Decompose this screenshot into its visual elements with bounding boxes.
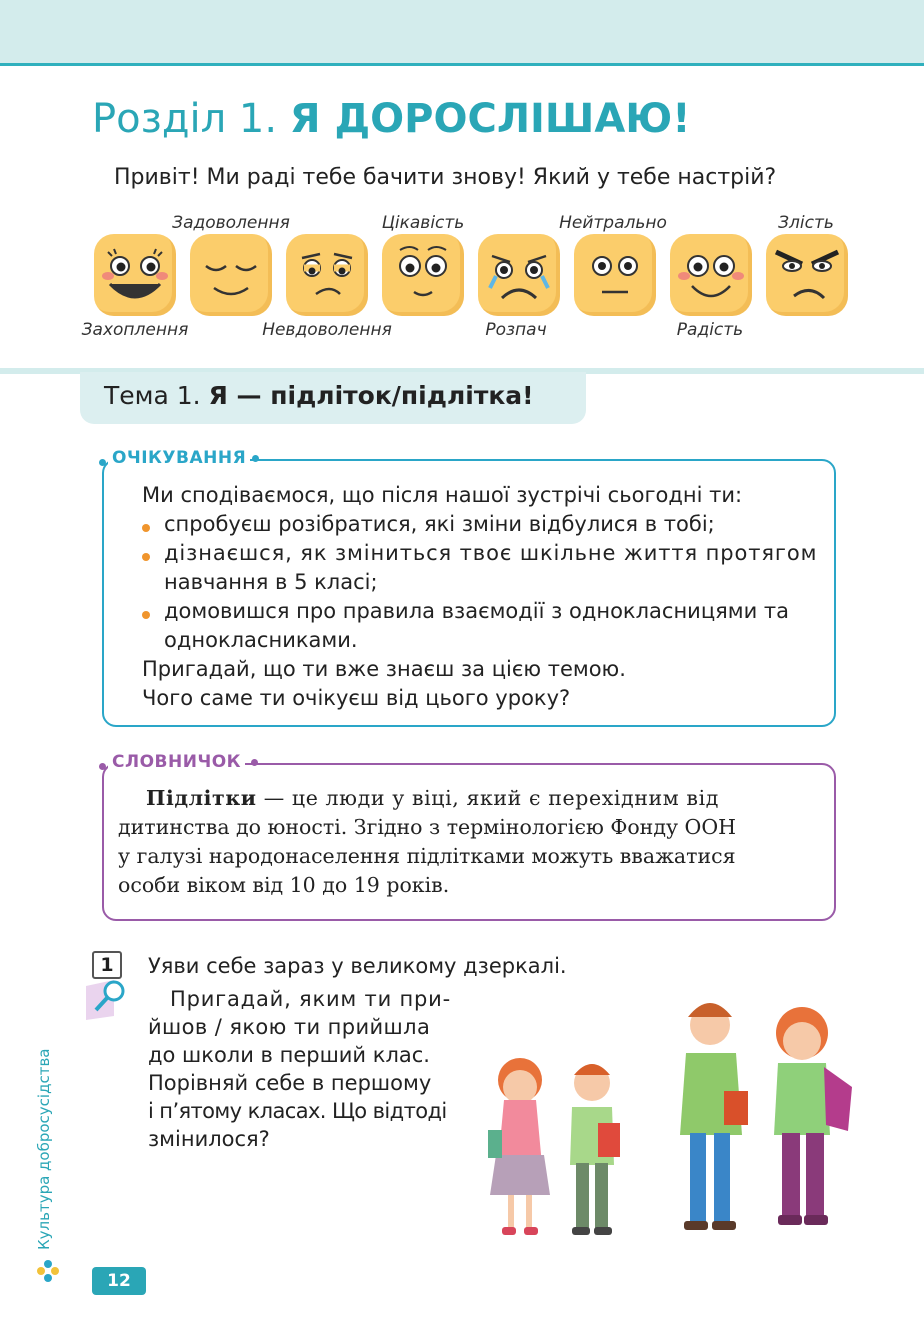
glossary-line-2: дитинства до юності. Згідно з термінологією Фонду ООН [118,815,737,839]
expectations-dot-left [99,459,106,466]
page-number: 12 [92,1267,146,1295]
curiosity-face-icon [382,234,464,316]
magnifier-icon [84,978,130,1022]
glossary-term: Підлітки [146,786,257,810]
glossary-line-3: у галузі народонаселення підлітками можуть вважатися [118,844,736,868]
expectations-bullet-3-line-2: однокласниками. [164,628,358,652]
joy-face-icon [670,234,752,316]
task-line-2: йшов / якою ти прийшла [148,1015,431,1039]
expectations-outro-2: Чого саме ти очікуєш від цього уроку? [142,686,571,710]
task-line-4: Порівняй себе в першому [148,1071,432,1095]
flower-logo-icon [36,1259,60,1283]
expectations-bullet-1: спробуєш розібратися, які зміни відбулися в тобі; [164,512,715,536]
emotion-label-displeasure: Невдоволення [262,320,392,340]
glossary-dot-right [251,759,258,766]
emotion-label-joy: Радість [676,320,744,340]
expectations-outro-1: Пригадай, що ти вже знаєш за цією темою. [142,657,626,681]
task-line-6: змінилося? [148,1127,270,1151]
expectations-bullet-3-line-1: домовишся про правила взаємодії з однокласницями та [164,599,790,623]
despair-face-icon [478,234,560,316]
task-number-badge: 1 [92,951,122,979]
glossary-line-4: особи віком від 10 до 19 років. [118,873,450,897]
expectations-dot-right [252,455,259,462]
bullet-icon [142,611,150,619]
anger-face-icon [766,234,848,316]
task-line-5: і п’ятому класах. Що відтоді [148,1099,447,1123]
emotion-label-anger: Злість [778,213,834,233]
displeasure-face-icon [286,234,368,316]
expectations-bullet-2-line-2: навчання в 5 класі; [164,570,378,594]
emotion-label-satisfaction: Задоволення [172,213,290,233]
neutral-face-icon [574,234,656,316]
side-caption: Культура добросусідства [35,1048,53,1250]
glossary-line-1: Підлітки — це люди у віці, який є перехідним від [146,786,719,810]
glossary-dot-left [99,763,106,770]
children-illustration [480,995,860,1245]
section-title: Розділ 1. Я ДОРОСЛІШАЮ! [92,96,691,142]
task-line-3: до школи в перший клас. [148,1043,430,1067]
emotion-label-delight: Захоплення [81,320,189,340]
greeting-text: Привіт! Ми раді тебе бачити знову! Який у тебе настрій? [114,165,777,190]
emotion-label-neutral: Нейтрально [559,213,667,233]
bullet-icon [142,553,150,561]
glossary-label: СЛОВНИЧОК [108,752,245,772]
delight-face-icon [94,234,176,316]
task-line-1: Пригадай, яким ти при- [170,987,451,1011]
expectations-bullet-2-line-1: дізнаєшся, як зміниться твоє шкільне життя протягом [164,541,818,565]
satisfaction-face-icon [190,234,272,316]
top-band [0,0,924,66]
emotion-label-despair: Розпач [485,320,547,340]
expectations-intro: Ми сподіваємося, що після нашої зустрічі сьогодні ти: [142,483,743,507]
expectations-label: ОЧІКУВАННЯ [108,448,250,468]
emotion-label-curiosity: Цікавість [381,213,465,233]
topic-title: Тема 1. Я — підліток/підлітка! [104,381,534,410]
bullet-icon [142,524,150,532]
task-lead: Уяви себе зараз у великому дзеркалі. [148,954,567,978]
